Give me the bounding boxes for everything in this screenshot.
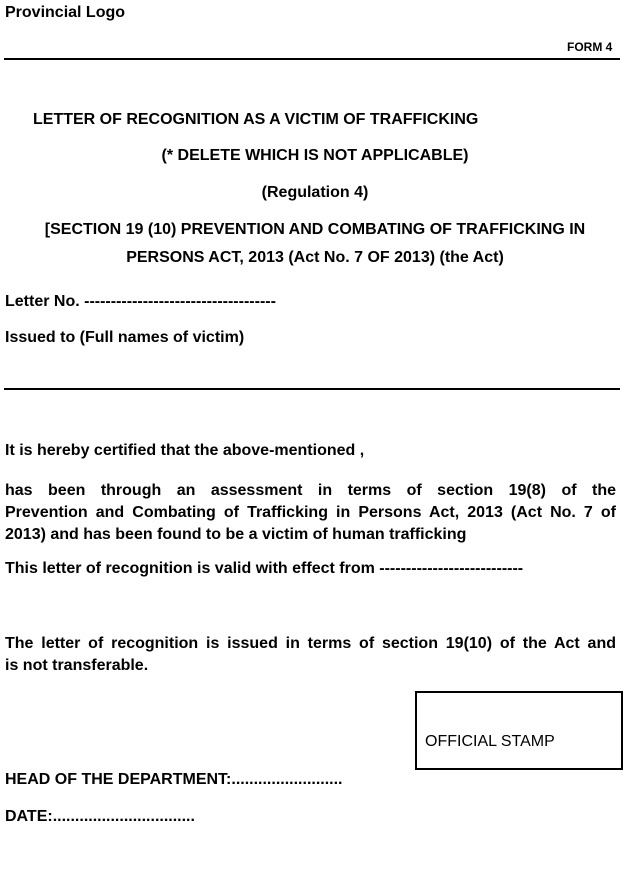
assessment-line-3: 2013) and has been found to be a victim of human trafficking (5, 526, 467, 543)
section-reference-line-1: [SECTION 19 (10) PREVENTION AND COMBATING OF TRAFFICKING IN (44, 221, 586, 238)
header-divider (4, 58, 620, 60)
section-reference-line-2: PERSONS ACT, 2013 (Act No. 7 OF 2013) (the Act) (126, 249, 504, 266)
certification-statement: It is hereby certified that the above-mentioned , (5, 442, 365, 459)
issued-terms-paragraph (5, 633, 616, 677)
victim-name-line (4, 388, 620, 390)
head-of-department-signature: HEAD OF THE DEPARTMENT:......................... (5, 771, 343, 788)
assessment-paragraph (5, 480, 616, 546)
date-field: DATE:................................ (5, 808, 195, 825)
issued-terms-line-2: is not transferable. (5, 657, 149, 674)
document-title: LETTER OF RECOGNITION AS A VICTIM OF TRAFFICKING (33, 111, 479, 128)
form-number-label: FORM 4 (567, 40, 613, 54)
regulation-reference: (Regulation 4) (261, 184, 369, 201)
issued-to-field: Issued to (Full names of victim) (5, 329, 245, 346)
issued-terms-line-1: The letter of recognition is issued in terms of section 19(10) of the Act and (5, 635, 616, 652)
validity-statement: This letter of recognition is valid with effect from --------------------------- (5, 560, 524, 577)
official-stamp-box (415, 691, 623, 770)
provincial-logo-placeholder: Provincial Logo (5, 4, 126, 21)
document-subtitle: (* DELETE WHICH IS NOT APPLICABLE) (161, 147, 469, 164)
assessment-line-2: Prevention and Combating of Trafficking in Persons Act, 2013 (Act No. 7 of (5, 504, 616, 521)
assessment-line-1: has been through an assessment in terms of section 19(8) of the (5, 482, 616, 499)
letter-number-field: Letter No. ------------------------------------ (5, 293, 276, 310)
official-stamp-label: OFFICIAL STAMP (425, 733, 555, 750)
